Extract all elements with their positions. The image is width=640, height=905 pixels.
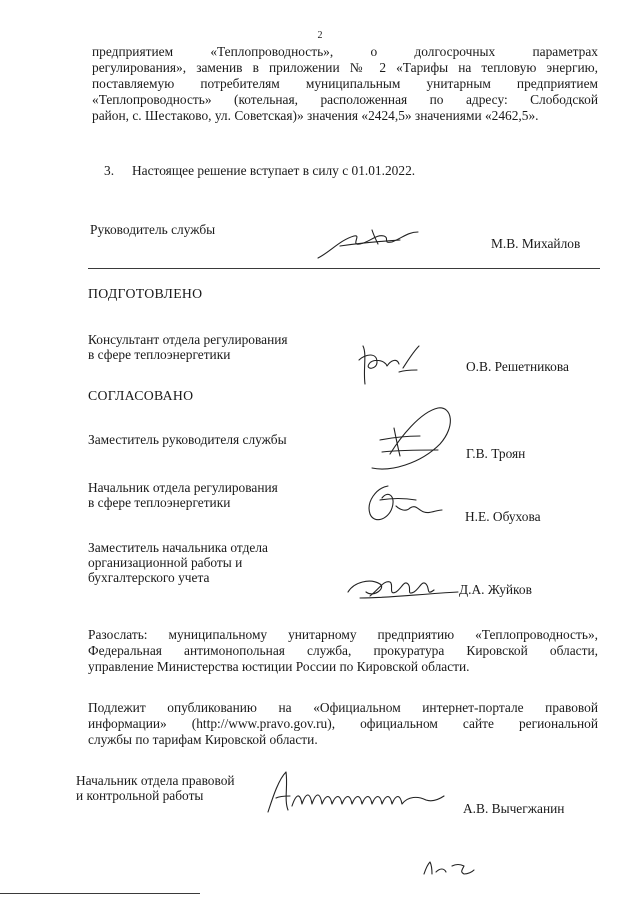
publication-line: службы по тарифам Кировской области.	[88, 732, 318, 747]
position-line: в сфере теплоэнергетики	[88, 347, 231, 362]
agreed-signer-position	[88, 480, 278, 510]
paragraph-line: поставляемую потребителям муниципальным унитарным предприятием	[92, 76, 598, 91]
bottom-rule	[0, 893, 200, 894]
paragraph-line: район, с. Шестаково, ул. Советская)» значения «2424,5» значениями «2462,5».	[92, 108, 539, 123]
position-line: Консультант отдела регулирования	[88, 332, 288, 347]
publication-line: информации» (http://www.pravo.gov.ru), официальном сайте региональной	[88, 716, 598, 731]
item-number: 3.	[104, 163, 115, 178]
item-3	[104, 163, 598, 179]
paragraph-continuation	[92, 44, 598, 124]
agreed-heading: СОГЛАСОВАНО	[88, 388, 194, 403]
position-line: и контрольной работы	[76, 788, 204, 803]
distribution-block	[88, 627, 598, 675]
publication-line: Подлежит опубликованию на «Официальном интернет-портале правовой	[88, 700, 598, 715]
legal-signature-mark	[262, 766, 452, 816]
page-number: 2	[317, 30, 323, 41]
prepared-name: О.В. Решетникова	[466, 359, 569, 374]
head-position: Руководитель службы	[90, 222, 216, 237]
agreed-signature-mark-3	[340, 568, 460, 608]
agreed-signer-name: Г.В. Троян	[466, 446, 526, 461]
paragraph-line: регулирования», заменив в приложении № 2 «Тарифы на тепловую энергию,	[92, 60, 598, 75]
distribution-line: Федеральная антимонопольная служба, прокуратура Кировской области,	[88, 643, 598, 658]
position-line: организационной работы и	[88, 555, 243, 570]
position-line: Заместитель начальника отдела	[88, 540, 268, 555]
divider-line	[88, 268, 600, 269]
legal-signer-name: А.В. Вычегжанин	[463, 801, 565, 816]
paragraph-line: предприятием «Теплопроводность», о долгосрочных параметрах	[92, 44, 598, 59]
item-text: Настоящее решение вступает в силу с 01.01.2022.	[132, 163, 416, 178]
prepared-heading: ПОДГОТОВЛЕНО	[88, 286, 203, 301]
legal-signer-position	[76, 773, 235, 803]
head-signature-mark	[310, 222, 430, 262]
position-line: Начальник отдела правовой	[76, 773, 235, 788]
head-name: М.В. Михайлов	[491, 236, 581, 251]
agreed-signer-position	[88, 540, 268, 585]
position-line: в сфере теплоэнергетики	[88, 495, 231, 510]
distribution-line: Разослать: муниципальному унитарному предприятию «Теплопроводность»,	[88, 627, 598, 642]
agreed-signer-name: Д.А. Жуйков	[459, 582, 532, 597]
paragraph-line: «Теплопроводность» (котельная, расположенная по адресу: Слободской	[92, 92, 598, 107]
position-line: Заместитель руководителя службы	[88, 432, 287, 447]
agreed-signer-name: Н.Е. Обухова	[465, 509, 541, 524]
handwritten-mark	[420, 858, 480, 878]
agreed-signature-mark-2	[358, 478, 448, 528]
position-line: бухгалтерского учета	[88, 570, 210, 585]
publication-block	[88, 700, 598, 748]
agreed-signature-mark-1	[360, 398, 460, 478]
distribution-line: управление Министерства юстиции России по Кировской области.	[88, 659, 470, 674]
agreed-signer-position	[88, 432, 287, 447]
prepared-position	[88, 332, 288, 362]
position-line: Начальник отдела регулирования	[88, 480, 278, 495]
prepared-signature-mark	[355, 340, 425, 390]
